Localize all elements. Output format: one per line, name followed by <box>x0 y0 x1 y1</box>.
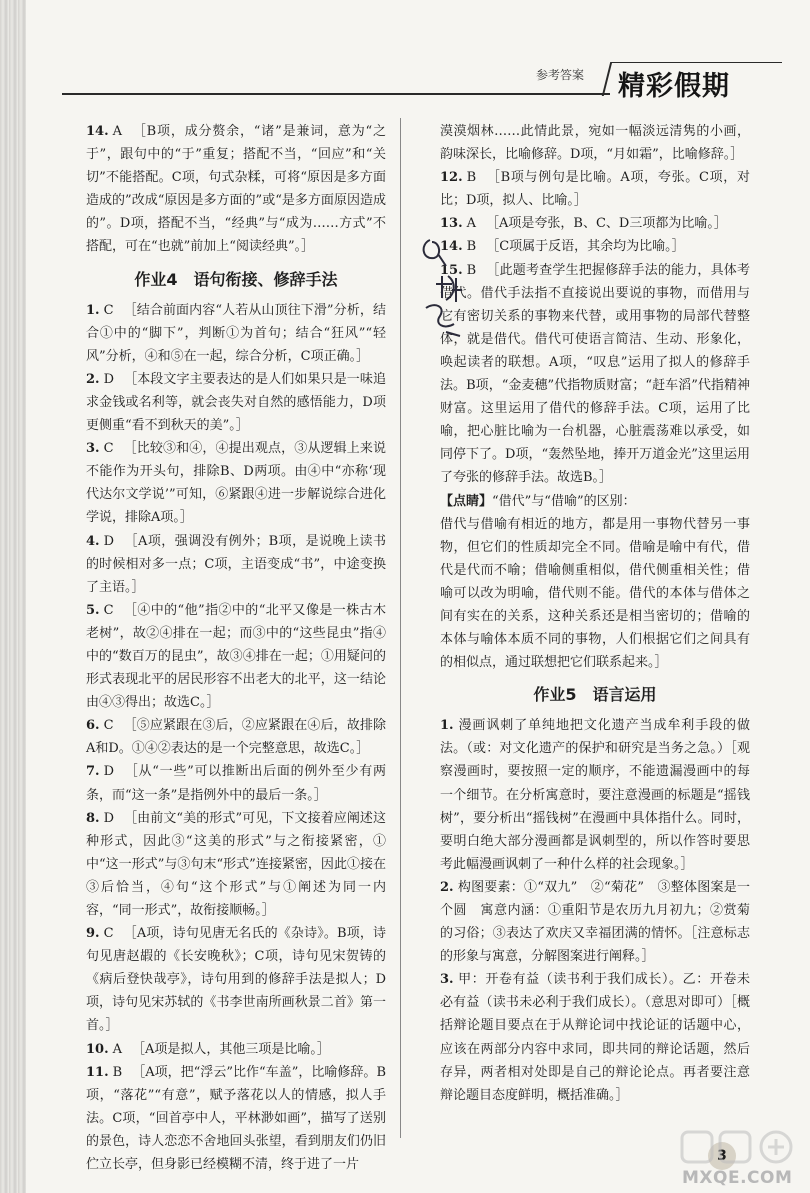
tip-title: “借代”与“借喻”的区别： <box>492 493 636 509</box>
item-number: 11. <box>86 1064 109 1080</box>
item-number: 1. <box>86 302 100 318</box>
tip-text: 借代与借喻有相近的地方，都是用一事物代替另一事物，但它们的性质却完全不同。借喻是喻中有代，借代是代而不喻；借喻侧重相似，借代侧重相关性；借喻可以改为明喻，借代则不能。借代的本体与借体之间有实在的关系，这种关系还是相当密切的；借喻的本体与喻体本质不同的事物，人们根据它们之间具有的相似点，通过联想把它们联系起来。］ <box>440 516 750 671</box>
item-number: 1. <box>440 718 454 734</box>
tip-label: 【点睛】 <box>440 493 493 509</box>
right-column <box>440 120 750 1107</box>
item-explanation: ［B项与例句是比喻。A项，夸张。C项，对比；D项，拟人、比喻。］ <box>440 170 750 209</box>
answer-item <box>86 714 386 760</box>
item-number: 8. <box>86 810 100 826</box>
item-explanation: ［比较③和④，④提出观点，③从逻辑上来说不能作为开头句，排除B、D两项。由④中“亦称‘现代达尔文学说’”可知，⑥紧跟④进一步解说综合进化学说，排除A项。］ <box>86 441 386 526</box>
item-number: 4. <box>86 533 100 549</box>
item-answer: B <box>466 239 477 255</box>
item-number: 3. <box>86 441 100 457</box>
book-brand-title: 精彩假期 <box>618 71 730 102</box>
answer-item <box>86 368 386 437</box>
item-explanation: ［⑤应紧跟在③后，②应紧跟在④后，故排除A和D。①④②表达的是一个完整意思，故选C。］ <box>86 718 386 757</box>
page-binding <box>0 0 26 1193</box>
item-explanation: ［由前文“美的形式”可见，下文接着应阐述这种形式，因此③“这美的形式”与之衔接紧密，①中“这一形式”与③句末“形式”连接紧密，因此①接在③后恰当，④句“这个形式”与①阐述为同一内容，“同一形式”，故衔接顺畅。］ <box>86 810 386 918</box>
item-answer: B <box>112 1064 123 1080</box>
item-number: 10. <box>86 1041 109 1057</box>
item-explanation: 构图要素：①“双九” ②“菊花” ③整体图案是一个圆 寓意内涵：①重阳节是农历九月初九；②赏菊的习俗；③表达了欢庆又幸福团满的情怀。［注意标志的形象与寓意，分解图案进行阐释。］ <box>440 879 750 965</box>
answer-item <box>86 1038 386 1061</box>
header-rule <box>62 93 610 95</box>
item-explanation: ［A项，诗句见唐无名氏的《杂诗》。B项，诗句见唐赵嘏的《长安晚秋》；C项，诗句见宋贺铸的《病后登快哉亭》，诗句用到的修辞手法是拟人；D项，诗句见宋苏轼的《书李世南所画秋景二首》第一首。］ <box>86 926 386 1034</box>
answer-item <box>440 968 750 1107</box>
item-number: 6. <box>86 718 100 734</box>
reference-answer-label: 参考答案 <box>536 68 585 82</box>
item-explanation: ［从“一些”可以推断出后面的例外至少有两条，而“这一条”是指例外中的最后一条。］ <box>86 764 386 803</box>
answer-item-continued <box>440 120 750 166</box>
item-explanation: 甲：开卷有益（读书利于我们成长）。乙：开卷未必有益（读书未必利于我们成长）。（意思对即可）［概括辩论题目要点在于从辩论词中找论证的话题中心，应该在两部分内容中求同，即共同的辩论话题，然后存异，两者相对处即是自己的辩论论点。再者要注意辩论题目态度鲜明，概括准确。］ <box>440 972 750 1103</box>
answer-item <box>86 807 386 922</box>
item-answer: D <box>103 371 115 387</box>
section-heading-4: 作业4 语句衔接、修辞手法 <box>134 269 338 289</box>
answer-item <box>440 235 750 258</box>
answer-item <box>86 1061 386 1176</box>
item-answer: D <box>103 810 115 826</box>
answer-item <box>86 120 386 259</box>
item-number: 15. <box>440 262 463 278</box>
watermark-site: MXQE.COM <box>682 1168 793 1188</box>
item-answer: B <box>466 170 477 186</box>
item-explanation: 漠漠烟林……此情此景，宛如一幅淡远清隽的小画，韵味深长，比喻修辞。D项，“月如霜”，比喻修辞。］ <box>440 124 750 163</box>
item-explanation: ［此题考查学生把握修辞手法的能力，具体考借代。借代手法指不直接说出要说的事物，而借用与它有密切关系的事物来代替，或用事物的局部代替整体，就是借代。借代可使语言简洁、生动、形象化，唤起读者的联想。A项，“叹息”运用了拟人的修辞手法。B项，“金麦穗”代指物质财富；“赶车滔”代指精神财富。这里运用了借代的修辞手法。C项，运用了比喻，把心脏比喻为一台机器，心脏震荡难以承受，如同停下了。D项，“轰然坠地，捧开万道金光”这里运用了夸张的修辞手法。故选B。］ <box>440 262 750 486</box>
item-number: 14. <box>86 124 109 139</box>
item-answer: A <box>112 1041 123 1057</box>
item-answer: C <box>103 926 114 942</box>
item-number: 12. <box>440 170 463 186</box>
item-number: 14. <box>440 239 463 255</box>
answer-item <box>86 530 386 599</box>
item-explanation: ［A项是夸张，B、C、D三项都为比喻。］ <box>486 216 727 232</box>
answer-item <box>86 599 386 714</box>
item-answer: A <box>466 216 477 232</box>
item-number: 2. <box>86 371 100 387</box>
item-answer: C <box>103 302 114 318</box>
item-number: 2. <box>440 879 454 895</box>
answer-item <box>86 299 386 368</box>
item-explanation: ［A项是拟人，其他三项是比喻。］ <box>132 1041 330 1057</box>
item-number: 3. <box>440 972 454 988</box>
answer-item <box>440 259 750 490</box>
answer-item <box>440 212 750 235</box>
tip-block <box>440 490 750 513</box>
answer-item <box>86 922 386 1037</box>
item-answer: D <box>103 533 115 549</box>
answer-item <box>86 437 386 529</box>
item-explanation: ［A项，强调没有例外；B项，是说晚上读书的时候相对多一点；C项，主语变成“书”，中途变换了主语。］ <box>86 533 386 595</box>
item-explanation: ［结合前面内容“人若从山顶往下滑”分析，结合①中的“脚下”，判断①为首句；结合“狂风”“轻风”分析，④和⑤在一起，综合分析，C项正确。］ <box>86 302 386 364</box>
answer-item <box>440 166 750 212</box>
item-number: 9. <box>86 926 100 942</box>
item-answer: D <box>103 764 115 780</box>
item-number: 5. <box>86 602 100 618</box>
item-explanation: 漫画讽刺了单纯地把文化遗产当成牟利手段的做法。（或：对文化遗产的保护和研究是当务之急。）［观察漫画时，要按照一定的顺序，不能遗漏漫画中的每一个细节。在分析寓意时，要注意漫画的标题是“摇钱树”，要分析出“摇钱树”在漫画中具体指什么。同时，要明白绝大部分漫画都是讽刺型的，所以作答时要思考此幅漫画讽刺了一种什么样的社会现象。］ <box>440 718 750 872</box>
answer-item <box>440 876 750 968</box>
answer-item <box>86 760 386 806</box>
item-answer: C <box>103 602 114 618</box>
item-answer: C <box>103 441 114 457</box>
item-number: 7. <box>86 764 100 780</box>
column-divider <box>400 118 401 1138</box>
item-explanation: ［B项，成分赘余，“诸”是兼词，意为“之于”，跟句中的“于”重复；搭配不当，“回应”和“关切”不能搭配。C项，句式杂糅，可将“原因是多方面造成的”改成“原因是多方面的”或“是多方面原因造成的”。D项，搭配不当，“经典”与“成为……方式”不搭配，可在“也就”前加上“阅读经典”。］ <box>86 124 386 255</box>
item-answer: A <box>112 124 123 139</box>
header-top-rule <box>612 62 782 63</box>
item-explanation: ［本段文字主要表达的是人们如果只是一味追求金钱或名利等，就会丧失对自然的感悟能力，D项更侧重“看不到秋天的美”。］ <box>86 371 386 434</box>
item-number: 13. <box>440 216 463 232</box>
section-heading-5: 作业5 语言运用 <box>533 685 657 705</box>
item-explanation: ［C项属于反语，其余均为比喻。］ <box>486 239 685 255</box>
page-number: 3 <box>708 1142 736 1170</box>
answer-item <box>440 714 750 876</box>
item-answer: C <box>103 718 114 734</box>
item-explanation: ［④中的“他”指②中的“北平又像是一株古木老树”，故②④排在一起；而③中的“这些昆虫”指④中的“数百万的昆虫”，故③④排在一起；①用疑问的形式表现北平的居民形容不出老大的北平，这一结论由④③得出；故选C。］ <box>86 602 386 711</box>
item-answer: B <box>466 262 477 278</box>
left-column <box>86 120 386 1176</box>
item-explanation: ［A项，把“浮云”比作“车盖”，比喻修辞。B项，“落花”“有意”，赋予落花以人的情感，拟人手法。C项，“回首亭中人，平林渺如画”，描写了送别的景色，诗人恋恋不舍地回头张望，看到朋友们仍旧伫立长亭，但身影已经模糊不清，终于进了一片 <box>86 1064 386 1173</box>
